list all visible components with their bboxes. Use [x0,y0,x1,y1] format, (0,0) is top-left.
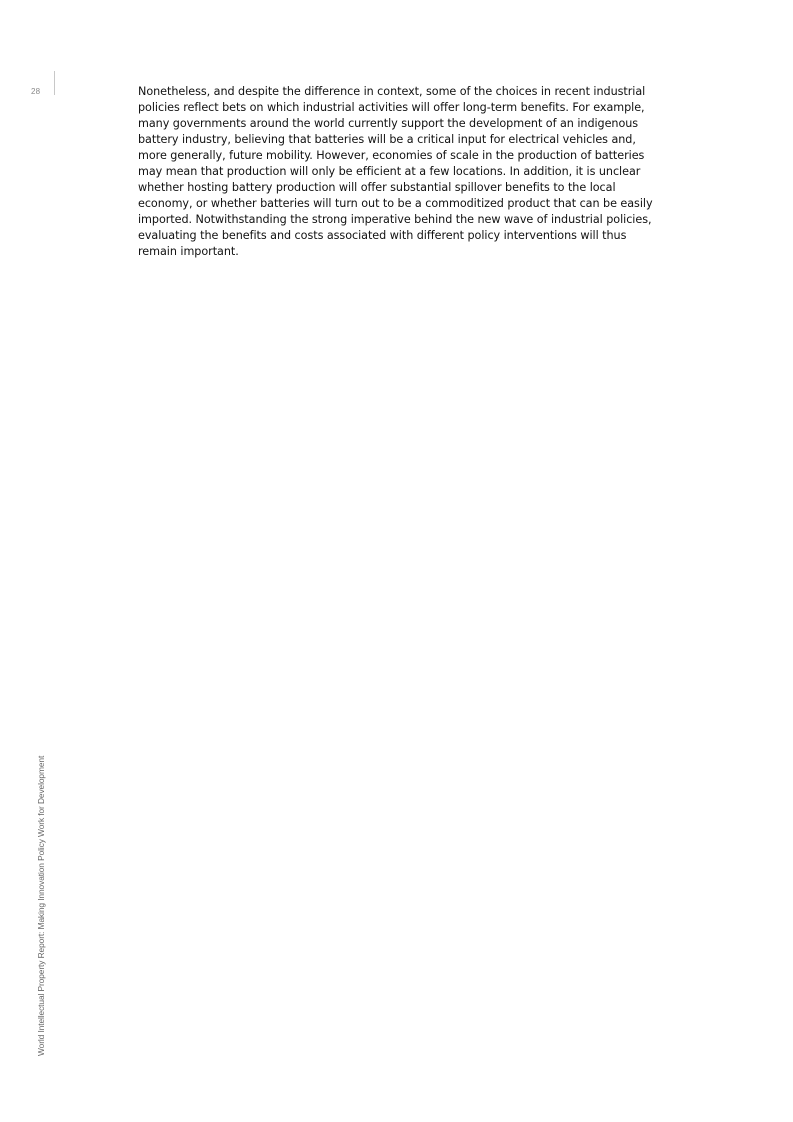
margin-divider [54,71,55,95]
running-footer: World Intellectual Property Report: Making Innovation Policy Work for Development [36,755,46,1056]
page-number: 28 [31,87,41,96]
body-paragraph: Nonetheless, and despite the difference in context, some of the choices in recent industrial policies reflect bets on which industrial activities will offer long-term benefits. For example, many governments around the world currently support the development of an indigenous battery industry, believing that batteries will be a critical input for electrical vehicles and, more generally, future mobility. However, economies of scale in the production of batteries may mean that production will only be efficient at a few locations. In addition, it is unclear whether hosting battery production will offer substantial spillover benefits to the local economy, or whether batteries will turn out to be a commoditized product that can be easily imported. Notwithstanding the strong imperative behind the new wave of industrial policies, evaluating the benefits and costs associated with different policy interventions will thus remain important. [138,85,653,258]
